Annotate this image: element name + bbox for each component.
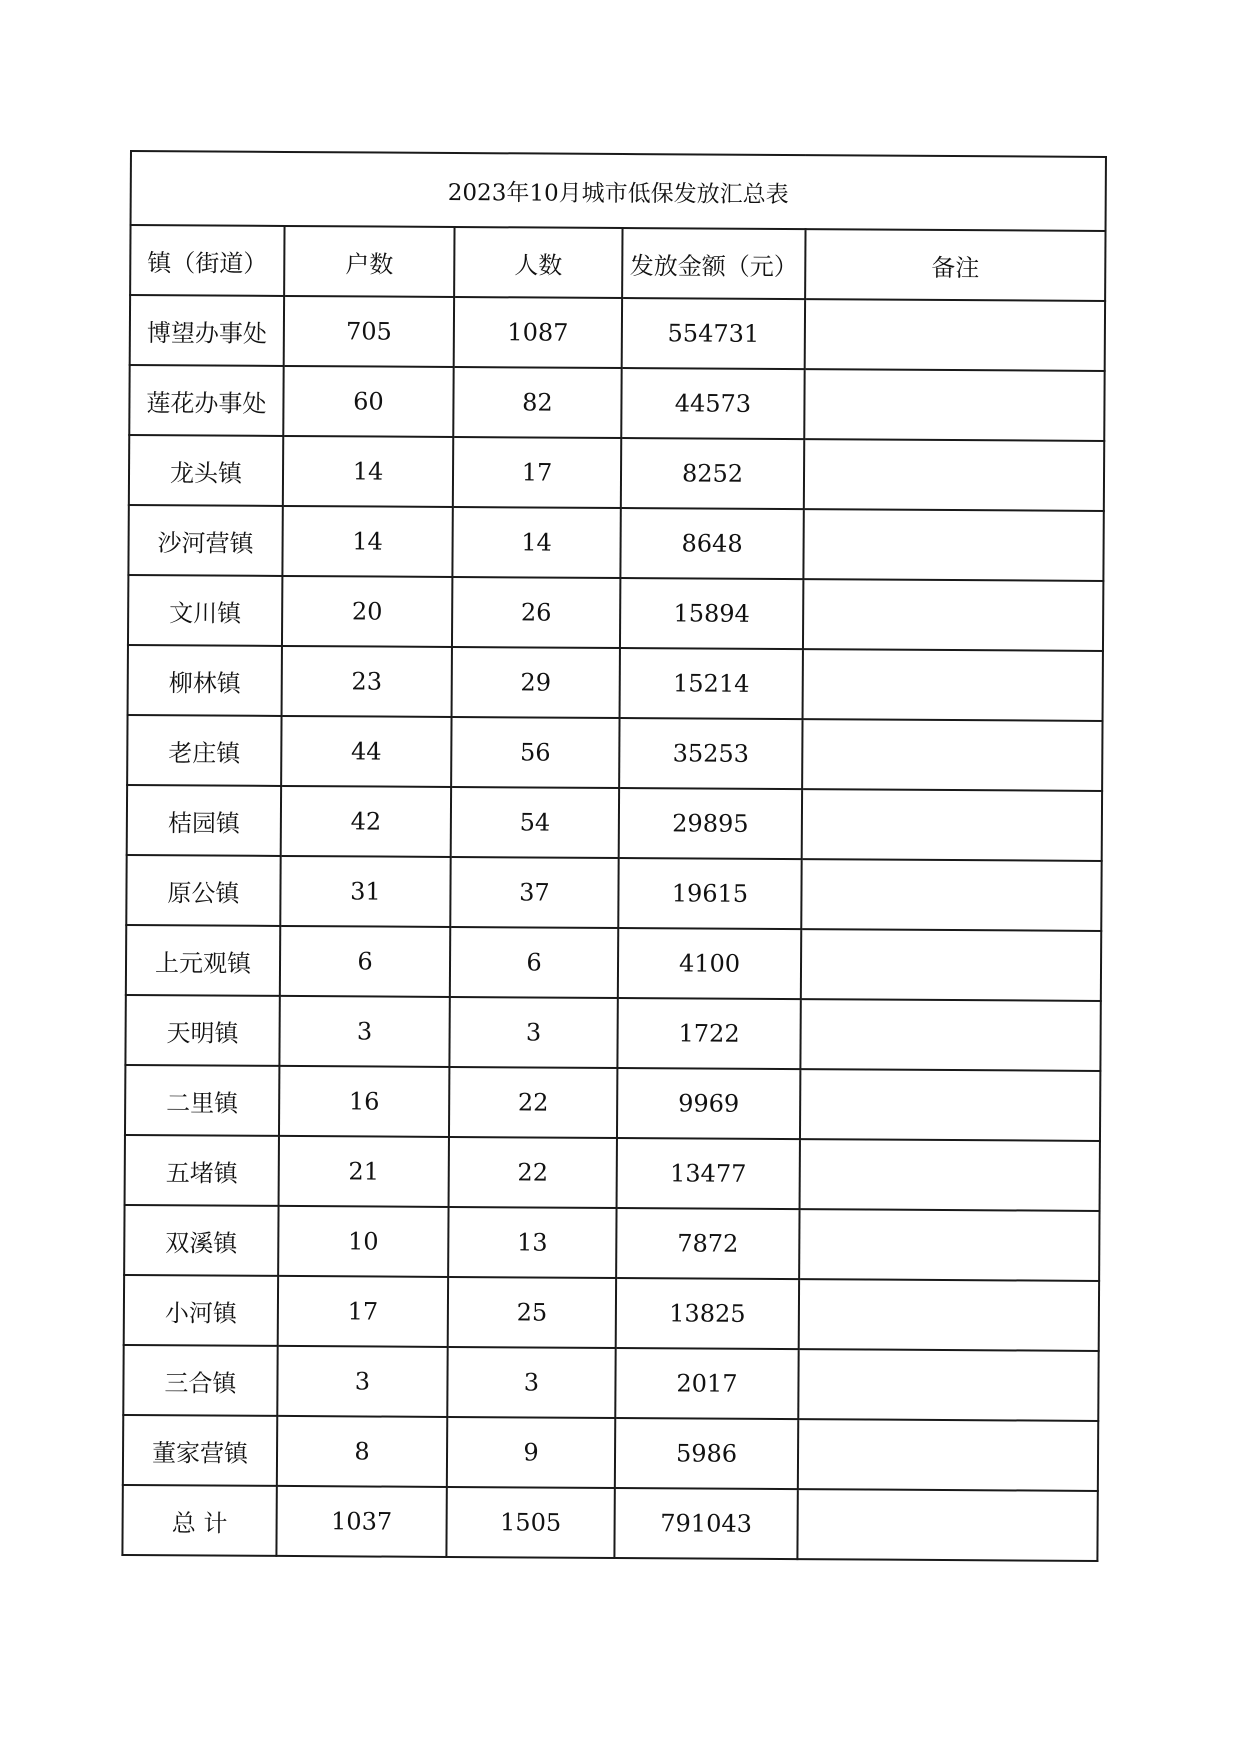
cell-people: 14 bbox=[452, 507, 620, 578]
cell-remarks bbox=[803, 579, 1103, 651]
cell-households: 31 bbox=[280, 856, 450, 927]
cell-households: 60 bbox=[283, 366, 453, 437]
cell-amount: 1722 bbox=[617, 998, 800, 1069]
cell-households: 3 bbox=[277, 1346, 447, 1417]
table-row bbox=[124, 1275, 1099, 1351]
cell-town: 文川镇 bbox=[128, 575, 282, 646]
cell-town: 双溪镇 bbox=[124, 1205, 278, 1276]
cell-town: 柳林镇 bbox=[128, 645, 282, 716]
header-cell-remarks: 备注 bbox=[805, 229, 1105, 301]
header-cell-town: 镇（街道） bbox=[130, 225, 284, 296]
cell-town: 二里镇 bbox=[125, 1065, 279, 1136]
cell-households: 6 bbox=[280, 926, 450, 997]
cell-town: 沙河营镇 bbox=[128, 505, 282, 576]
cell-town: 莲花办事处 bbox=[129, 365, 283, 436]
cell-households: 3 bbox=[279, 996, 449, 1067]
cell-town: 博望办事处 bbox=[130, 295, 284, 366]
cell-people: 3 bbox=[447, 1347, 615, 1418]
cell-remarks bbox=[803, 509, 1103, 581]
cell-households: 14 bbox=[282, 506, 452, 577]
cell-amount: 13825 bbox=[616, 1278, 799, 1349]
cell-remarks bbox=[800, 1139, 1100, 1211]
cell-people: 6 bbox=[450, 927, 618, 998]
table-row bbox=[123, 1415, 1098, 1491]
table-row bbox=[123, 1345, 1098, 1421]
cell-remarks bbox=[800, 999, 1100, 1071]
table-row bbox=[125, 995, 1100, 1071]
table-row bbox=[124, 1205, 1099, 1281]
cell-remarks bbox=[805, 299, 1105, 371]
cell-remarks bbox=[798, 1419, 1098, 1491]
cell-households: 14 bbox=[283, 436, 453, 507]
header-cell-people: 人数 bbox=[454, 227, 622, 298]
cell-amount: 2017 bbox=[615, 1348, 798, 1419]
cell-people: 29 bbox=[452, 647, 620, 718]
cell-remarks bbox=[800, 1069, 1100, 1141]
cell-town: 原公镇 bbox=[126, 855, 280, 926]
cell-households: 23 bbox=[282, 646, 452, 717]
total-remarks bbox=[797, 1489, 1097, 1561]
cell-remarks bbox=[799, 1209, 1099, 1281]
cell-remarks bbox=[804, 369, 1104, 441]
total-row bbox=[122, 1485, 1097, 1561]
cell-people: 54 bbox=[451, 787, 619, 858]
summary-table bbox=[121, 150, 1107, 1562]
cell-people: 25 bbox=[448, 1277, 616, 1348]
cell-amount: 9969 bbox=[617, 1068, 800, 1139]
cell-people: 9 bbox=[447, 1417, 615, 1488]
cell-households: 21 bbox=[279, 1136, 449, 1207]
cell-town: 上元观镇 bbox=[126, 925, 280, 996]
cell-remarks bbox=[803, 649, 1103, 721]
cell-people: 26 bbox=[452, 577, 620, 648]
cell-town: 三合镇 bbox=[123, 1345, 277, 1416]
cell-remarks bbox=[804, 439, 1104, 511]
cell-households: 44 bbox=[281, 716, 451, 787]
cell-town: 小河镇 bbox=[124, 1275, 278, 1346]
cell-amount: 29895 bbox=[619, 788, 802, 859]
cell-town: 老庄镇 bbox=[127, 715, 281, 786]
table-row bbox=[128, 645, 1103, 721]
header-row bbox=[130, 225, 1105, 301]
cell-households: 10 bbox=[278, 1206, 448, 1277]
cell-amount: 4100 bbox=[618, 928, 801, 999]
cell-households: 705 bbox=[284, 296, 454, 367]
cell-remarks bbox=[801, 859, 1101, 931]
table-row bbox=[128, 575, 1103, 651]
cell-remarks bbox=[802, 789, 1102, 861]
cell-amount: 8252 bbox=[621, 438, 804, 509]
table-row bbox=[126, 925, 1101, 1001]
cell-households: 42 bbox=[281, 786, 451, 857]
table-row bbox=[126, 855, 1101, 931]
cell-amount: 13477 bbox=[617, 1138, 800, 1209]
cell-town: 天明镇 bbox=[125, 995, 279, 1066]
table-row bbox=[128, 505, 1103, 581]
cell-households: 16 bbox=[279, 1066, 449, 1137]
cell-people: 13 bbox=[448, 1207, 616, 1278]
cell-town: 董家营镇 bbox=[123, 1415, 277, 1486]
cell-people: 3 bbox=[449, 997, 617, 1068]
cell-people: 82 bbox=[453, 367, 621, 438]
cell-households: 17 bbox=[278, 1276, 448, 1347]
cell-amount: 5986 bbox=[615, 1418, 798, 1489]
cell-people: 17 bbox=[453, 437, 621, 508]
cell-people: 37 bbox=[450, 857, 618, 928]
total-households: 1037 bbox=[276, 1486, 446, 1557]
cell-amount: 44573 bbox=[621, 368, 804, 439]
total-people: 1505 bbox=[446, 1487, 614, 1558]
cell-remarks bbox=[802, 719, 1102, 791]
total-amount: 791043 bbox=[614, 1488, 797, 1559]
cell-remarks bbox=[801, 929, 1101, 1001]
table-title: 2023年10月城市低保发放汇总表 bbox=[131, 151, 1106, 231]
header-cell-households: 户数 bbox=[284, 226, 454, 297]
cell-people: 1087 bbox=[454, 297, 622, 368]
cell-amount: 19615 bbox=[618, 858, 801, 929]
cell-amount: 15214 bbox=[620, 648, 803, 719]
cell-amount: 8648 bbox=[620, 508, 803, 579]
cell-people: 22 bbox=[449, 1137, 617, 1208]
cell-town: 龙头镇 bbox=[129, 435, 283, 506]
cell-amount: 35253 bbox=[619, 718, 802, 789]
cell-people: 22 bbox=[449, 1067, 617, 1138]
cell-amount: 554731 bbox=[622, 298, 805, 369]
cell-people: 56 bbox=[451, 717, 619, 788]
cell-households: 20 bbox=[282, 576, 452, 647]
total-label: 总 计 bbox=[122, 1485, 276, 1556]
table-row bbox=[127, 715, 1102, 791]
table-row bbox=[125, 1135, 1100, 1211]
cell-town: 桔园镇 bbox=[127, 785, 281, 856]
table-row bbox=[125, 1065, 1100, 1141]
cell-amount: 15894 bbox=[620, 578, 803, 649]
cell-remarks bbox=[798, 1349, 1098, 1421]
header-cell-amount: 发放金额（元） bbox=[622, 228, 805, 299]
table-row bbox=[130, 295, 1105, 371]
cell-amount: 7872 bbox=[616, 1208, 799, 1279]
title-row bbox=[131, 151, 1106, 231]
cell-town: 五堵镇 bbox=[125, 1135, 279, 1206]
cell-remarks bbox=[799, 1279, 1099, 1351]
table-row bbox=[127, 785, 1102, 861]
cell-households: 8 bbox=[277, 1416, 447, 1487]
table-row bbox=[129, 365, 1104, 441]
table-row bbox=[129, 435, 1104, 511]
